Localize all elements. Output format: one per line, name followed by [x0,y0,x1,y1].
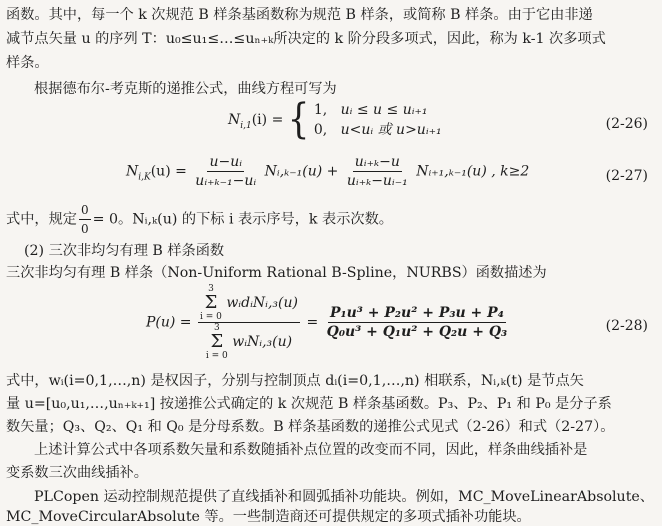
eq227-term1: Nᵢ,ₖ₋₁(u) + [264,163,339,180]
eq226-number: (2-26) [605,116,648,132]
eq227-term2: Nᵢ₊₁,ₖ₋₁(u) , k≥2 [416,163,530,180]
eq227-lhs: N [126,163,139,180]
eq227-frac1-num: u−uᵢ [209,154,243,170]
para3-pre: 式中，规定 [6,211,77,228]
para3-frac [79,201,91,238]
eq227-number: (2-27) [605,168,648,184]
equation-2-27 [126,153,529,190]
para1-line1: 函数。其中，每一个 k 次规范 B 样条基函数称为规范 B 样条，或简称 B 样条。由于它由非递 [6,7,593,23]
para5-line1: 式中，wᵢ(i=0,1,…,n) 是权因子，分别与控制顶点 dᵢ(i=0,1,…,n) 相联系，Nᵢ,ₖ(t) 是节点矢 [6,373,584,389]
para1-line3: 样条。 [6,55,49,71]
eq226-arg: (i) = [251,112,284,128]
eq227-arg: (u) = [150,163,187,180]
para3-frac-den: 0 [80,222,89,236]
eq226-case2-val: 0, [313,122,328,138]
eq228-num-expr: wᵢdᵢNᵢ,₃(u) [226,295,298,311]
eq228-rhs-den: Q₀u³ + Q₁u² + Q₂u + Q₃ [326,324,508,340]
para7-line2: MC_MoveCircularAbsolute 等。一些制造商还可提供规定的多项式插补功能块。 [6,509,531,525]
eq226-brace: { [287,96,310,144]
eq226-sub: i,1 [240,120,252,131]
eq228-frac-left [198,284,300,361]
eq226-lhs: N [228,112,241,128]
para6-line2: 变系数三次曲线插补。 [6,465,148,481]
eq228-equals: = [306,314,319,331]
eq226-case1-cond: uᵢ ≤ u ≤ uᵢ₊₁ [340,102,428,118]
equation-2-28 [146,284,511,361]
eq226-cases [314,100,442,140]
eq228-frac-right [325,304,510,341]
para3-post: = 0。Nᵢ,ₖ(u) 的下标 i 表示序号，k 表示次数。 [92,211,393,228]
para7-line1: PLCopen 运动控制规范提供了直线插补和圆弧插补功能块。例如，MC_MoveLinearAbsolute、 [34,489,654,505]
eq227-frac1-den: uᵢ₊ₖ₋₁−uᵢ [195,173,257,189]
eq228-den-expr: wᵢNᵢ,₃(u) [232,334,293,350]
eq226-case1-val: 1, [313,102,328,118]
equation-2-26 [228,96,442,144]
eq226-case2-cond: u<uᵢ 或 u>uᵢ₊₁ [340,122,442,138]
eq227-sub: i,K [138,172,151,183]
eq227-frac2 [345,153,410,190]
eq228-rhs-num: P₁u³ + P₂u² + P₃u + P₄ [329,305,504,321]
para3-frac-num: 0 [79,201,91,220]
eq227-frac2-den: uᵢ₊ₖ−uᵢ₋₁ [346,173,408,189]
para4-line: 三次非均匀有理 B 样条（Non-Uniform Rational B-Spline，NURBS）函数描述为 [6,265,547,281]
eq227-frac2-num: uᵢ₊ₖ−u [354,154,400,170]
eq227-frac1 [193,153,258,190]
para5-line3: 数矢量；Q₃、Q₂、Q₁ 和 Q₀ 是分母系数。B 样条基函数的递推公式见式（2-26）和式（2-27）。 [6,419,615,435]
para3-line [6,201,393,238]
para6-line1: 上述计算公式中各项系数矢量和系数随插补点位置的改变而不同，因此，样条曲线插补是 [34,442,588,458]
eq228-sum-num: 3 Σ i = 0 [200,284,222,322]
eq228-lhs: P(u) = [146,314,192,331]
eq228-sum-den: 3 Σ i = 0 [205,323,228,361]
para1-line2: 减节点矢量 u 的序列 T：u₀≤u₁≤…≤uₙ₊ₖ所决定的 k 阶分段多项式，因此，称为 k-1 次多项式 [6,31,606,47]
para5-line2: 量 u=[u₀,u₁,…,uₙ₊ₖ₊₁] 按递推公式确定的 k 次规范 B 样条基函数。P₃、P₂、P₁ 和 P₀ 是分子系 [6,396,612,412]
eq228-number: (2-28) [605,318,648,334]
para2-line1: 根据德布尔-考克斯的递推公式，曲线方程可写为 [34,81,337,97]
section-heading: (2) 三次非均匀有理 B 样条函数 [24,243,225,259]
